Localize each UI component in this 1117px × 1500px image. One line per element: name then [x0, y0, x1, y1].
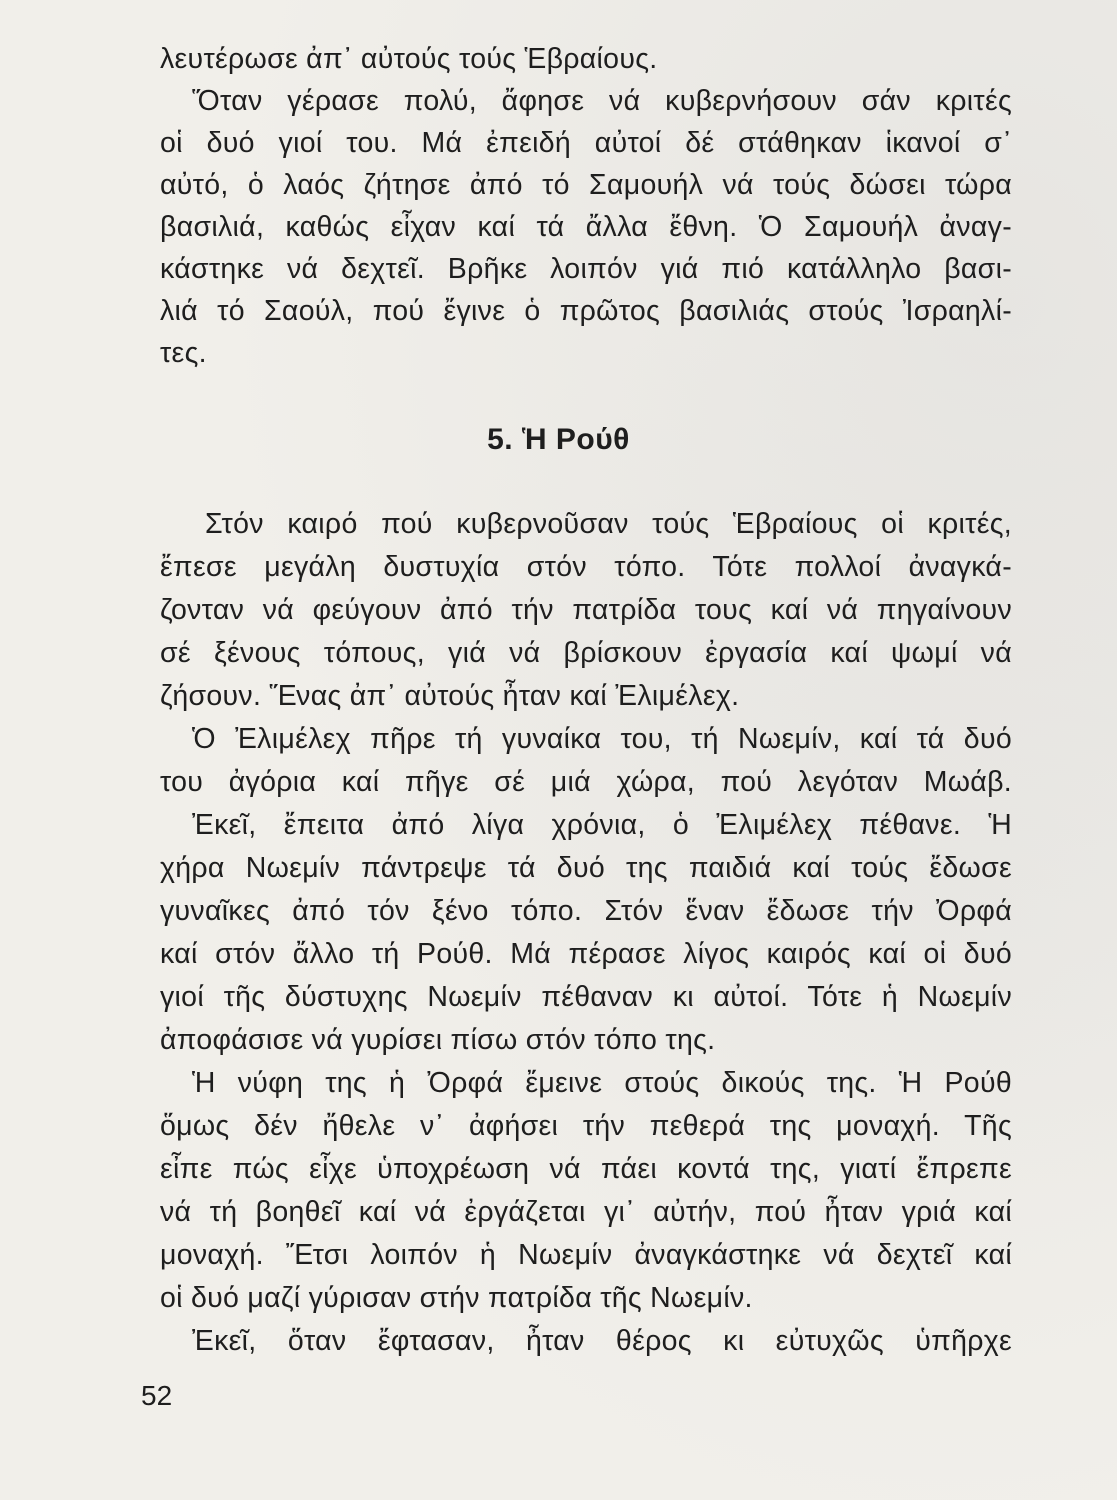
- text-line: Στόν καιρό πού κυβερνοῦσαν τούς Ἑβραίους οἱ κριτές,: [205, 508, 1012, 540]
- text-line: Ὅταν γέρασε πολύ, ἄφησε νά κυβερνήσουν σάν κριτές: [192, 85, 1012, 117]
- text-line: Ὁ Ἐλιμέλεχ πῆρε τή γυναίκα του, τή Νωεμίν, καί τά δυό: [192, 723, 1012, 755]
- text-line: Ἐκεῖ, ὅταν ἔφτασαν, ἦταν θέρος κι εὐτυχῶς ὑπῆρχε: [192, 1325, 1012, 1357]
- text-line: ἀποφάσισε νά γυρίσει πίσω στόν τόπο της.: [160, 1024, 716, 1056]
- text-line: εἶπε πώς εἶχε ὑποχρέωση νά πάει κοντά της, γιατί ἔπρεπε: [160, 1153, 1012, 1185]
- text-line: Ἐκεῖ, ἔπειτα ἀπό λίγα χρόνια, ὁ Ἐλιμέλεχ πέθανε. Ἡ: [192, 809, 1012, 841]
- text-line: τες.: [160, 337, 207, 369]
- text-line: οἱ δυό μαζί γύρισαν στήν πατρίδα τῆς Νωεμίν.: [160, 1282, 753, 1314]
- text-line: κάστηκε νά δεχτεῖ. Βρῆκε λοιπόν γιά πιό κατάλληλο βασι-: [160, 253, 1012, 285]
- text-line: οἱ δυό γιοί του. Μά ἐπειδή αὐτοί δέ στάθηκαν ἱκανοί σ᾽: [160, 127, 1012, 159]
- text-line: του ἀγόρια καί πῆγε σέ μιά χώρα, πού λεγόταν Μωάβ.: [160, 766, 1012, 798]
- text-line: βασιλιά, καθώς εἶχαν καί τά ἄλλα ἔθνη. Ὁ Σαμουήλ ἀναγ-: [160, 211, 1012, 243]
- text-line: μοναχή. Ἔτσι λοιπόν ἡ Νωεμίν ἀναγκάστηκε νά δεχτεῖ καί: [160, 1239, 1012, 1271]
- text-line: σέ ξένους τόπους, γιά νά βρίσκουν ἐργασία καί ψωμί νά: [160, 637, 1012, 669]
- text-line: Ἡ νύφη της ἡ Ὀρφά ἔμεινε στούς δικούς της. Ἡ Ρούθ: [192, 1067, 1012, 1099]
- text-line: λιά τό Σαούλ, πού ἔγινε ὁ πρῶτος βασιλιάς στούς Ἰσραηλί-: [160, 295, 1012, 327]
- page-number: 52: [141, 1380, 173, 1411]
- text-line: αὐτό, ὁ λαός ζήτησε ἀπό τό Σαμουήλ νά τούς δώσει τώρα: [160, 169, 1012, 201]
- text-line: λευτέρωσε ἀπ᾽ αὐτούς τούς Ἑβραίους.: [160, 43, 658, 75]
- text-line: ἔπεσε μεγάλη δυστυχία στόν τόπο. Τότε πολλοί ἀναγκά-: [160, 551, 1012, 583]
- text-line: γιοί τῆς δύστυχης Νωεμίν πέθαναν κι αὐτοί. Τότε ἡ Νωεμίν: [160, 981, 1012, 1013]
- text-line: καί στόν ἄλλο τή Ρούθ. Μά πέρασε λίγος καιρός καί οἱ δυό: [160, 938, 1012, 970]
- text-line: ζήσουν. Ἕνας ἀπ᾽ αὐτούς ἦταν καί Ἐλιμέλεχ.: [160, 680, 740, 712]
- text-line: γυναῖκες ἀπό τόν ξένο τόπο. Στόν ἕναν ἔδωσε τήν Ὀρφά: [160, 895, 1012, 927]
- text-line: ὅμως δέν ἤθελε ν᾽ ἀφήσει τήν πεθερά της μοναχή. Τῆς: [160, 1110, 1012, 1142]
- text-line: νά τή βοηθεῖ καί νά ἐργάζεται γι᾽ αὐτήν, πού ἦταν γριά καί: [160, 1196, 1012, 1228]
- section-title: 5. Ἡ Ρούθ: [487, 423, 630, 456]
- text-line: χήρα Νωεμίν πάντρεψε τά δυό της παιδιά καί τούς ἔδωσε: [160, 852, 1012, 884]
- text-line: ζονταν νά φεύγουν ἀπό τήν πατρίδα τους καί νά πηγαίνουν: [160, 594, 1012, 626]
